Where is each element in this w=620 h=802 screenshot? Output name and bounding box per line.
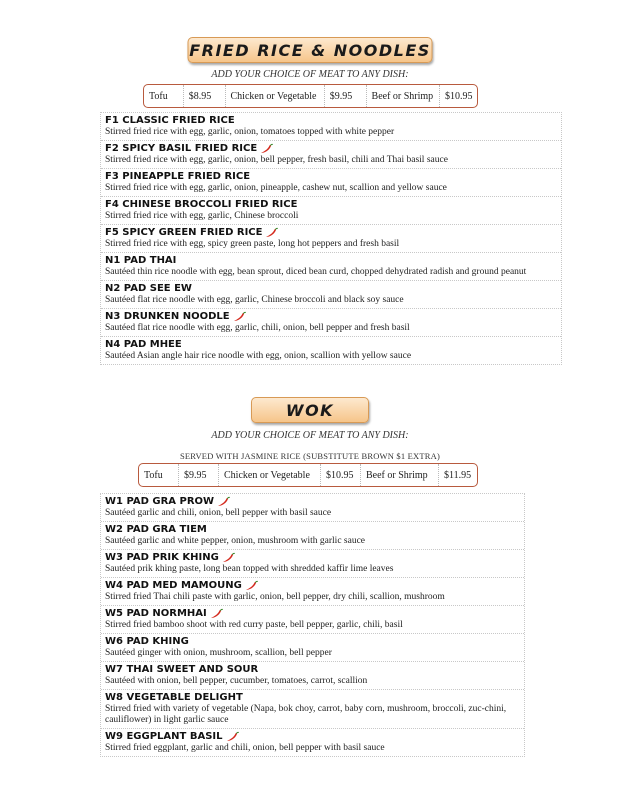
menu-item [101, 141, 561, 169]
menu-item-name: F3 PINEAPPLE FRIED RICE [105, 171, 251, 182]
price-label: Tofu [139, 464, 179, 486]
menu-item [101, 309, 561, 337]
menu-item-name: F1 CLASSIC FRIED RICE [105, 115, 235, 126]
menu-item-description: Stirred fried rice with egg, garlic, onion, tomatoes topped with white pepper [105, 127, 395, 137]
menu-item [101, 634, 524, 662]
menu-item-header [105, 310, 557, 323]
menu-item-name: W2 PAD GRA TIEM [105, 524, 207, 535]
menu-item-header [105, 254, 557, 267]
menu-item-header [105, 579, 520, 592]
menu-item [101, 606, 524, 634]
chili-pepper-icon [233, 311, 247, 322]
menu-item-header [105, 607, 520, 620]
menu-item [101, 197, 561, 225]
price-bar-fried-rice [143, 84, 478, 108]
chili-pepper-icon [245, 580, 259, 591]
section-title: WOK [285, 400, 335, 420]
price-value: $8.95 [184, 85, 226, 107]
menu-item [101, 225, 561, 253]
menu-item-description: Stirred fried eggplant, garlic and chili, onion, bell pepper with basil sauce [105, 743, 385, 753]
menu-item-description: Stirred fried rice with egg, spicy green paste, long hot peppers and fresh basil [105, 239, 400, 249]
price-value: $10.95 [321, 464, 361, 486]
menu-item-header [105, 198, 557, 211]
menu-item-header [105, 226, 557, 239]
menu-item-description: Stirred fried Thai chili paste with garlic, onion, bell pepper, dry chili, scallion, mushroom [105, 592, 445, 602]
meat-choice-note: ADD YOUR CHOICE OF MEAT TO ANY DISH: [211, 69, 409, 80]
price-bar-wok [138, 463, 478, 487]
price-value: $10.95 [445, 90, 473, 102]
meat-choice-note: ADD YOUR CHOICE OF MEAT TO ANY DISH: [211, 430, 409, 441]
menu-item-name: W1 PAD GRA PROW [105, 496, 215, 507]
menu-item-name: N2 PAD SEE EW [105, 283, 192, 294]
section-title: FRIED RICE & NOODLES [189, 40, 431, 60]
menu-item-header [105, 635, 520, 648]
menu-item-name: W4 PAD MED MAMOUNG [105, 580, 242, 591]
chili-pepper-icon [222, 552, 236, 563]
menu-item-name: N4 PAD MHEE [105, 339, 182, 350]
menu-item-header [105, 551, 520, 564]
menu-item-description: Sautéed garlic and chili, onion, bell pepper with basil sauce [105, 508, 332, 518]
menu-item [101, 662, 524, 690]
menu-item [101, 169, 561, 197]
menu-item-header [105, 338, 557, 351]
menu-item [101, 337, 561, 364]
price-value: $9.95 [325, 85, 367, 107]
menu-item-description: Sautéed thin rice noodle with egg, bean sprout, diced bean curd, chopped dehydrated radish and ground peanut [105, 267, 527, 277]
menu-item-header [105, 142, 557, 155]
menu-item-description: Stirred fried rice with egg, garlic, onion, bell pepper, fresh basil, chili and Thai basil sauce [105, 155, 448, 165]
menu-item-header [105, 282, 557, 295]
menu-item-name: F5 SPICY GREEN FRIED RICE [105, 227, 263, 238]
menu-item [101, 253, 561, 281]
menu-item-header [105, 523, 520, 536]
price-label: Beef or Shrimp [367, 85, 440, 107]
menu-item-header [105, 170, 557, 183]
menu-item-description: Stirred fried rice with egg, garlic, onion, pineapple, cashew nut, scallion and yellow sauce [105, 183, 447, 193]
menu-item-description: Sautéed garlic and white pepper, onion, mushroom with garlic sauce [105, 536, 366, 546]
menu-item-name: W6 PAD KHING [105, 636, 189, 647]
menu-list-wok [100, 493, 525, 757]
price-label: Beef or Shrimp [361, 464, 439, 486]
menu-item [101, 690, 524, 729]
menu-item-name: W3 PAD PRIK KHING [105, 552, 219, 563]
price-value: $9.95 [179, 464, 219, 486]
chili-pepper-icon [226, 731, 240, 742]
menu-item-name: F2 SPICY BASIL FRIED RICE [105, 143, 258, 154]
menu-item-header [105, 114, 557, 127]
menu-item-header [105, 495, 520, 508]
menu-item-description: Stirred fried bamboo shoot with red curry paste, bell pepper, garlic, chili, basil [105, 620, 403, 630]
menu-item-description: Sautéed flat rice noodle with egg, garlic, Chinese broccoli and black soy sauce [105, 295, 404, 305]
chili-pepper-icon [217, 496, 231, 507]
menu-item-name: F4 CHINESE BROCCOLI FRIED RICE [105, 199, 298, 210]
price-label: Chicken or Vegetable [226, 85, 325, 107]
menu-item-header [105, 730, 520, 743]
menu-item [101, 578, 524, 606]
price-label: Chicken or Vegetable [219, 464, 321, 486]
menu-item-header [105, 663, 520, 676]
menu-item [101, 550, 524, 578]
menu-item-description: Stirred fried rice with egg, garlic, Chinese broccoli [105, 211, 299, 221]
chili-pepper-icon [210, 608, 224, 619]
menu-item [101, 113, 561, 141]
menu-item-name: N1 PAD THAI [105, 255, 177, 266]
menu-item-name: W8 VEGETABLE DELIGHT [105, 692, 243, 703]
menu-item-description: Sautéed prik khing paste, long bean topped with shredded kaffir lime leaves [105, 564, 394, 574]
menu-list-fried-rice [100, 112, 562, 365]
price-value: $11.95 [444, 469, 472, 481]
menu-item-name: W5 PAD NORMHAI [105, 608, 207, 619]
menu-item-name: W7 THAI SWEET AND SOUR [105, 664, 259, 675]
price-label: Tofu [144, 85, 184, 107]
menu-item [101, 522, 524, 550]
menu-item-description: Sautéed ginger with onion, mushroom, scallion, bell pepper [105, 648, 332, 658]
section-banner-wok [251, 397, 369, 423]
section-banner-fried-rice [188, 37, 433, 63]
menu-item-name: W9 EGGPLANT BASIL [105, 731, 223, 742]
menu-item [101, 281, 561, 309]
menu-item [101, 729, 524, 756]
menu-item [101, 494, 524, 522]
menu-item-name: N3 DRUNKEN NOODLE [105, 311, 230, 322]
chili-pepper-icon [265, 227, 279, 238]
menu-item-description: Stirred fried with variety of vegetable (Napa, bok choy, carrot, baby corn, mushroom, broccoli, zuc-chini, cauliflower) in light garlic sauce [105, 704, 507, 725]
menu-item-description: Sautéed Asian angle hair rice noodle with egg, onion, scallion with yellow sauce [105, 351, 412, 361]
rice-note: SERVED WITH JASMINE RICE (SUBSTITUTE BROWN $1 EXTRA) [179, 451, 441, 461]
menu-item-description: Sautéed with onion, bell pepper, cucumber, tomatoes, carrot, scallion [105, 676, 368, 686]
chili-pepper-icon [260, 143, 274, 154]
menu-item-description: Sautéed flat rice noodle with egg, garlic, chili, onion, bell pepper and fresh basil [105, 323, 410, 333]
menu-item-header [105, 691, 520, 704]
